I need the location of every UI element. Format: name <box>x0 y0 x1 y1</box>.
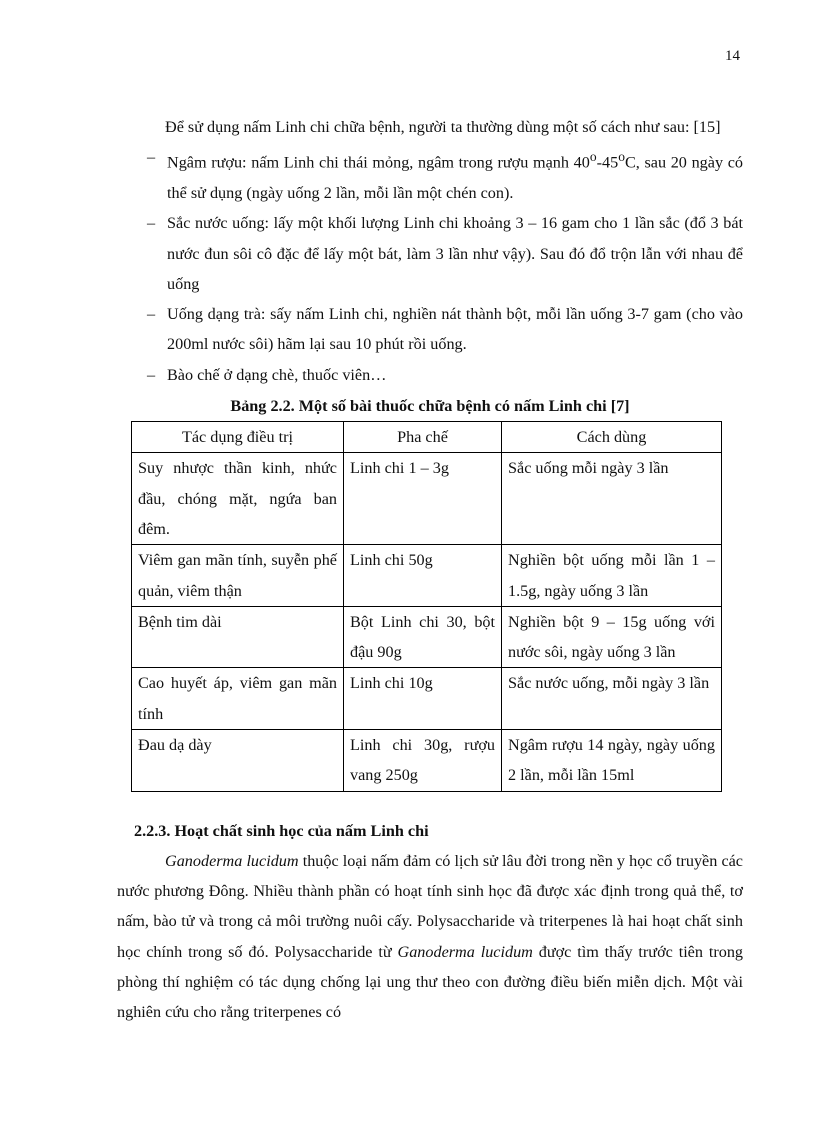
method-text: Ngâm rượu: nấm Linh chi thái mỏng, ngâm trong rượu mạnh 40 <box>167 153 590 172</box>
method-text: Sắc nước uống: lấy một khối lượng Linh chi khoảng 3 – 16 gam cho 1 lần sắc (đổ 3 bát nước đun sôi cô đặc để lấy một bát, làm 3 lần như vậy). Sau đó đổ trộn lẫn với nhau để uống <box>167 214 743 293</box>
table-cell: Cao huyết áp, viêm gan mãn tính <box>132 668 344 730</box>
column-header: Pha chế <box>344 422 502 453</box>
table-cell: Suy nhược thần kinh, nhức đầu, chóng mặt, ngứa ban đêm. <box>132 453 344 545</box>
method-text: Uống dạng trà: sấy nấm Linh chi, nghiền nát thành bột, mỗi lần uống 3-7 gam (cho vào 200ml nước sôi) hãm lại sau 10 phút rồi uống. <box>167 305 743 354</box>
table-caption: Bảng 2.2. Một số bài thuốc chữa bệnh có nấm Linh chi [7] <box>230 397 630 416</box>
paragraph-text: được tìm thấy trước tiên trong phòng thí nghiệm có tác dụng chống lại ung thư theo con đường điều biến miễn dịch. Một vài nghiên cứu cho rằng triterpenes có <box>117 942 744 1022</box>
methods-list <box>117 142 743 390</box>
dash-bullet: – <box>147 214 156 233</box>
method-text: C, sau 20 ngày có thể sử dụng (ngày uống 2 lần, mỗi lần một chén con). <box>167 153 744 202</box>
table-cell: Linh chi 1 – 3g <box>344 453 502 545</box>
section-heading: 2.2.3. Hoạt chất sinh học của nấm Linh chi <box>134 821 429 840</box>
table-header-row <box>132 422 722 453</box>
page-content <box>117 112 743 1027</box>
table-row <box>132 606 722 668</box>
intro-paragraph: Để sử dụng nấm Linh chi chữa bệnh, người ta thường dùng một số cách như sau: [15] <box>165 118 721 136</box>
column-header: Tác dụng điều trị <box>132 422 344 453</box>
list-item <box>117 208 743 299</box>
table-row <box>132 545 722 607</box>
method-text: Bào chế ở dạng chè, thuốc viên… <box>167 365 387 384</box>
page-number: 14 <box>725 48 740 64</box>
degree-superscript: o <box>589 149 597 165</box>
table-cell: Ngâm rượu 14 ngày, ngày uống 2 lần, mỗi lần 15ml <box>502 730 722 792</box>
table-cell: Viêm gan mãn tính, suyễn phế quản, viêm thận <box>132 545 344 607</box>
table-cell: Linh chi 10g <box>344 668 502 730</box>
table-cell: Nghiền bột uống mỗi lần 1 – 1.5g, ngày uống 3 lần <box>502 545 722 607</box>
dash-bullet: – <box>147 365 156 384</box>
column-header: Cách dùng <box>502 422 722 453</box>
table-cell: Nghiền bột 9 – 15g uống với nước sôi, ngày uống 3 lần <box>502 606 722 668</box>
table-cell: Đau dạ dày <box>132 730 344 792</box>
list-item <box>117 360 743 390</box>
table-cell: Bột Linh chi 30, bột đậu 90g <box>344 606 502 668</box>
paragraph-text: thuộc loại nấm đảm có lịch sử lâu đời trong nền y học cổ truyền các nước phương Đông. Nhiều thành phần có hoạt tính sinh học đã được xác định trong quả thể, tơ nấm, bào tử và trong cả môi trường nuôi cấy. Polysaccharide và triterpenes là hai hoạt chất sinh học chính trong số đó. Polysaccharide từ <box>117 851 743 961</box>
table-cell: Sắc uống mỗi ngày 3 lần <box>502 453 722 545</box>
species-name: Ganoderma lucidum <box>397 942 533 961</box>
table-cell: Linh chi 50g <box>344 545 502 607</box>
dash-bullet: – <box>147 305 156 324</box>
table-cell: Linh chi 30g, rượu vang 250g <box>344 730 502 792</box>
table-row <box>132 668 722 730</box>
table-row <box>132 453 722 545</box>
table-cell: Sắc nước uống, mỗi ngày 3 lần <box>502 668 722 730</box>
table-row <box>132 730 722 792</box>
list-item <box>117 299 743 360</box>
method-text: -45 <box>596 153 619 172</box>
species-name: Ganoderma lucidum <box>165 851 299 870</box>
body-paragraph <box>117 846 743 1028</box>
degree-superscript: o <box>618 149 625 165</box>
list-item <box>117 142 743 208</box>
table-cell: Bệnh tim dài <box>132 606 344 668</box>
dash-bullet: – <box>147 148 156 167</box>
remedies-table <box>131 421 722 792</box>
